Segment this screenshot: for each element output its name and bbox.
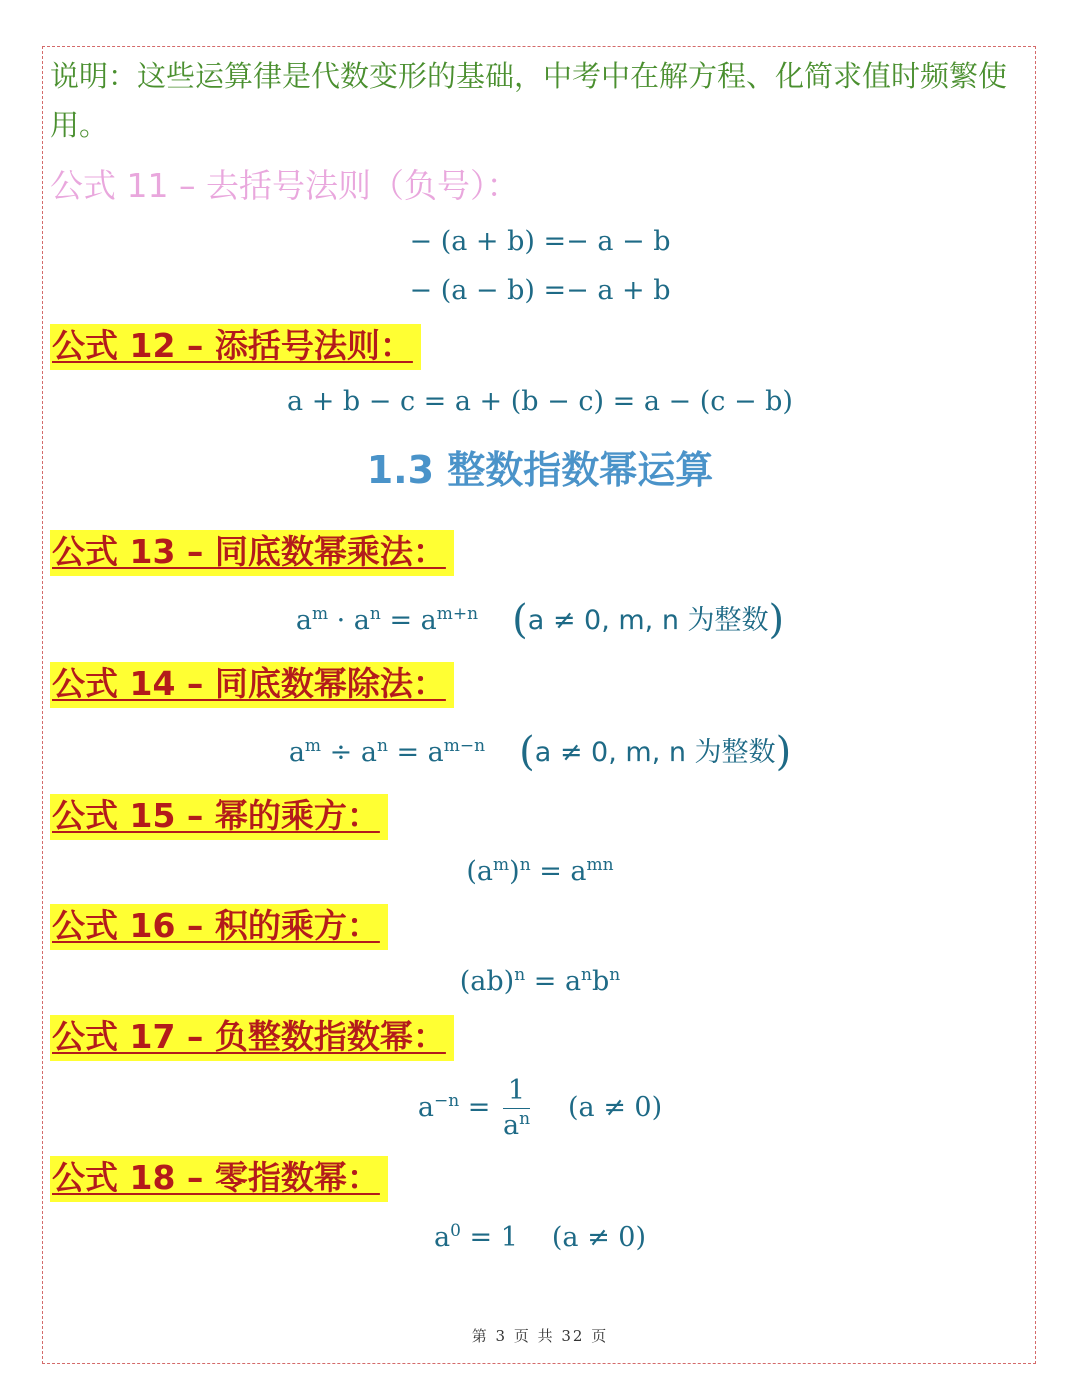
formula-13-heading: 公式 13 – 同底数幂乘法：	[50, 530, 454, 576]
fraction	[503, 1074, 530, 1143]
formula-18-condition: (a ≠ 0)	[551, 1222, 647, 1253]
exp-m: m	[304, 736, 322, 756]
page-footer: 第 3 页 共 32 页	[471, 1327, 609, 1345]
formula-16-heading: 公式 16 – 积的乘方：	[50, 904, 388, 950]
condition-text: a ≠ 0, m, n 为整数	[534, 737, 776, 768]
explanation-note: 说明：这些运算律是代数变形的基础，中考中在解方程、化简求值时频繁使用。	[50, 59, 1008, 142]
exp-m: m	[311, 604, 329, 624]
condition-text: a ≠ 0, m, n 为整数	[527, 605, 769, 636]
section-title: 1.3 整数指数幂运算	[366, 448, 714, 492]
formula-11-line-1: − (a + b) =− a − b	[409, 226, 671, 257]
formula-12-heading: 公式 12 – 添括号法则：	[50, 324, 421, 370]
fraction-denominator: $a^n$	[502, 1109, 531, 1141]
formula-13-condition: (a ≠ 0, m, n 为整数)	[512, 597, 785, 643]
formula-15-expression: $(a^m)^n = a^{mn}$	[466, 855, 614, 887]
exp-n: n	[581, 965, 592, 985]
fraction-numerator: 1	[503, 1074, 530, 1109]
exp-n: n	[514, 965, 526, 985]
formula-14-expression: $a^m \div a^n = a^{m-n}$ (a ≠ 0, m, n 为整数)	[288, 729, 792, 775]
formula-18-expression: $a^0 = 1$ (a ≠ 0)	[433, 1221, 647, 1253]
formula-17-expression: $a^{-n}$ = $\frac{1}{a^n}$ (a ≠ 0)	[417, 1075, 663, 1141]
exp-n: n	[376, 736, 388, 756]
exp-neg-n: −n	[433, 1091, 460, 1111]
exp-result: m−n	[443, 736, 486, 756]
formula-18-heading: 公式 18 – 零指数幂：	[50, 1156, 388, 1202]
formula-18-rhs: = 1	[469, 1222, 518, 1253]
exp-m: m	[493, 855, 510, 875]
exp-result: mn	[586, 855, 614, 875]
exp-n: n	[369, 604, 381, 624]
formula-15-heading: 公式 15 – 幂的乘方：	[50, 794, 388, 840]
exp-result: m+n	[436, 604, 479, 624]
exp-n: n	[609, 965, 621, 985]
formula-12-line-1: a + b − c = a + (b − c) = a − (c − b)	[287, 386, 793, 417]
exp-zero: 0	[450, 1221, 461, 1241]
exp-n: n	[519, 1109, 531, 1129]
formula-14-condition: (a ≠ 0, m, n 为整数)	[519, 729, 792, 775]
formula-13-expression: $a^m \cdot a^n = a^{m+n}$ (a ≠ 0, m, n 为整数)	[295, 597, 785, 643]
exp-n: n	[519, 855, 531, 875]
formula-17-heading: 公式 17 – 负整数指数幂：	[50, 1015, 454, 1061]
formula-17-condition: (a ≠ 0)	[568, 1092, 663, 1123]
formula-11-heading: 公式 11 – 去括号法则（负号）：	[50, 166, 520, 205]
formula-11-line-2: − (a − b) =− a + b	[409, 275, 671, 306]
formula-14-heading: 公式 14 – 同底数幂除法：	[50, 662, 454, 708]
formula-16-expression: $(ab)^n = a^nb^n$	[459, 965, 621, 997]
